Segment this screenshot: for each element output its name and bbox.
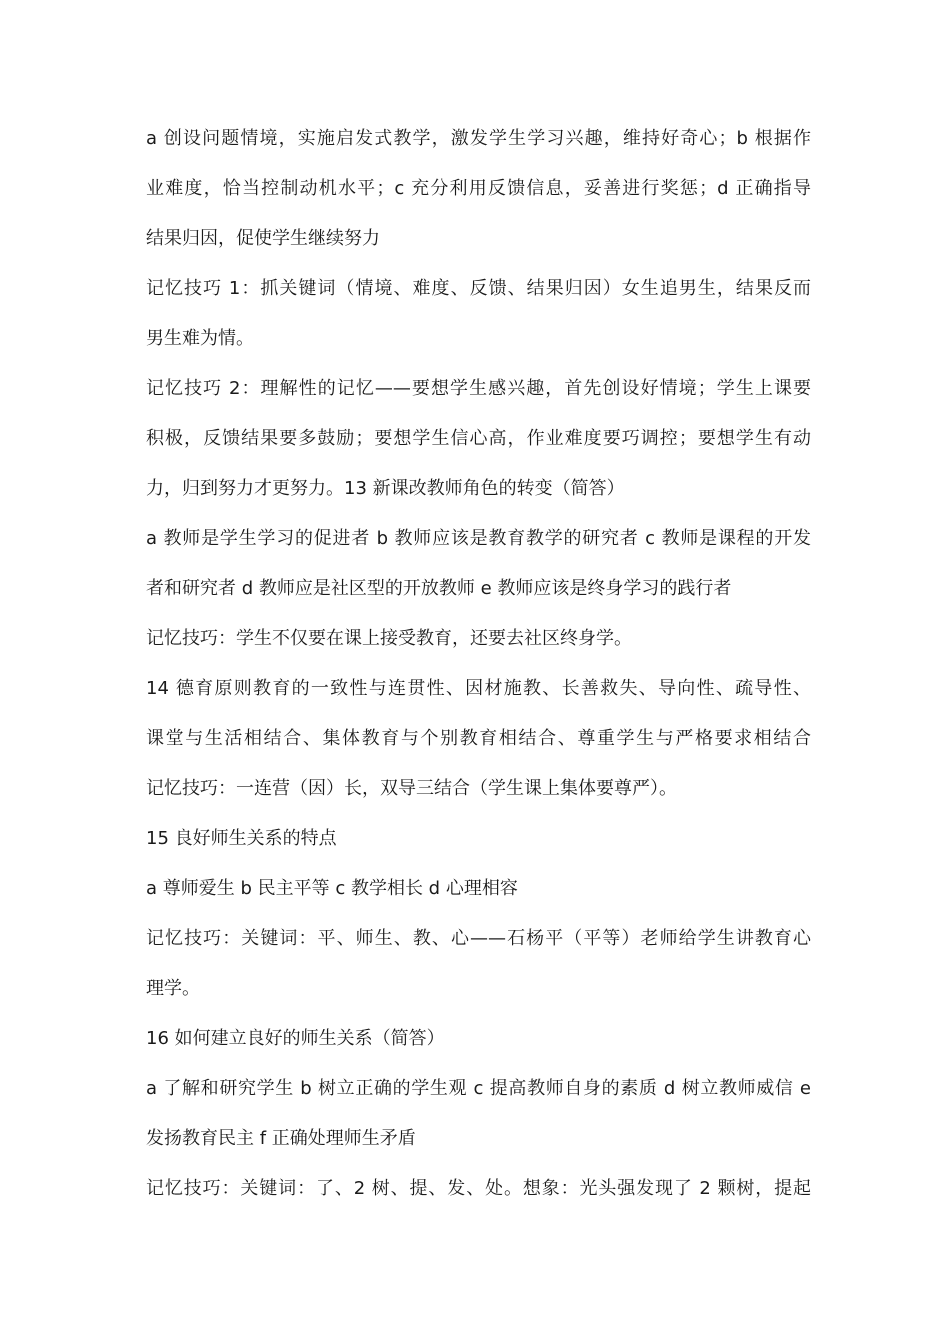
text-line: 记忆技巧：关键词：了、2 树、提、发、处。想象：光头强发现了 2 颗树，提起 — [146, 1178, 811, 1199]
text-line: 业难度，恰当控制动机水平；c 充分利用反馈信息，妥善进行奖惩；d 正确指导 — [146, 178, 811, 199]
text-line: 结果归因，促使学生继续努力 — [146, 228, 380, 249]
text-line: 课堂与生活相结合、集体教育与个别教育相结合、尊重学生与严格要求相结合 — [146, 728, 811, 749]
text-line: 14 德育原则教育的一致性与连贯性、因材施教、长善救失、导向性、疏导性、 — [146, 678, 811, 699]
text-line: 记忆技巧 1：抓关键词（情境、难度、反馈、结果归因）女生追男生，结果反而 — [146, 278, 811, 299]
text-line: 理学。 — [146, 978, 200, 999]
text-line: 记忆技巧：一连营（因）长，双导三结合（学生课上集体要尊严）。 — [146, 778, 677, 799]
text-line: 男生难为情。 — [146, 328, 254, 349]
section-heading: 16 如何建立良好的师生关系（简答） — [146, 1028, 445, 1049]
text-line: 记忆技巧 2：理解性的记忆——要想学生感兴趣，首先创设好情境；学生上课要 — [146, 378, 811, 399]
text-line: a 尊师爱生 b 民主平等 c 教学相长 d 心理相容 — [146, 878, 518, 899]
text-line: 力，归到努力才更努力。13 新课改教师角色的转变（简答） — [146, 478, 625, 499]
text-line: a 创设问题情境，实施启发式教学，激发学生学习兴趣，维持好奇心；b 根据作 — [146, 128, 811, 149]
text-line: 积极，反馈结果要多鼓励；要想学生信心高，作业难度要巧调控；要想学生有动 — [146, 428, 811, 449]
text-line: 者和研究者 d 教师应是社区型的开放教师 e 教师应该是终身学习的践行者 — [146, 578, 732, 599]
text-line: 记忆技巧：关键词：平、师生、教、心——石杨平（平等）老师给学生讲教育心 — [146, 928, 811, 949]
text-line: 记忆技巧：学生不仅要在课上接受教育，还要去社区终身学。 — [146, 628, 632, 649]
text-line: a 教师是学生学习的促进者 b 教师应该是教育教学的研究者 c 教师是课程的开发 — [146, 528, 811, 549]
text-line: 发扬教育民主 f 正确处理师生矛盾 — [146, 1128, 416, 1149]
text-line: a 了解和研究学生 b 树立正确的学生观 c 提高教师自身的素质 d 树立教师威信 e — [146, 1078, 811, 1099]
section-heading: 15 良好师生关系的特点 — [146, 828, 337, 849]
